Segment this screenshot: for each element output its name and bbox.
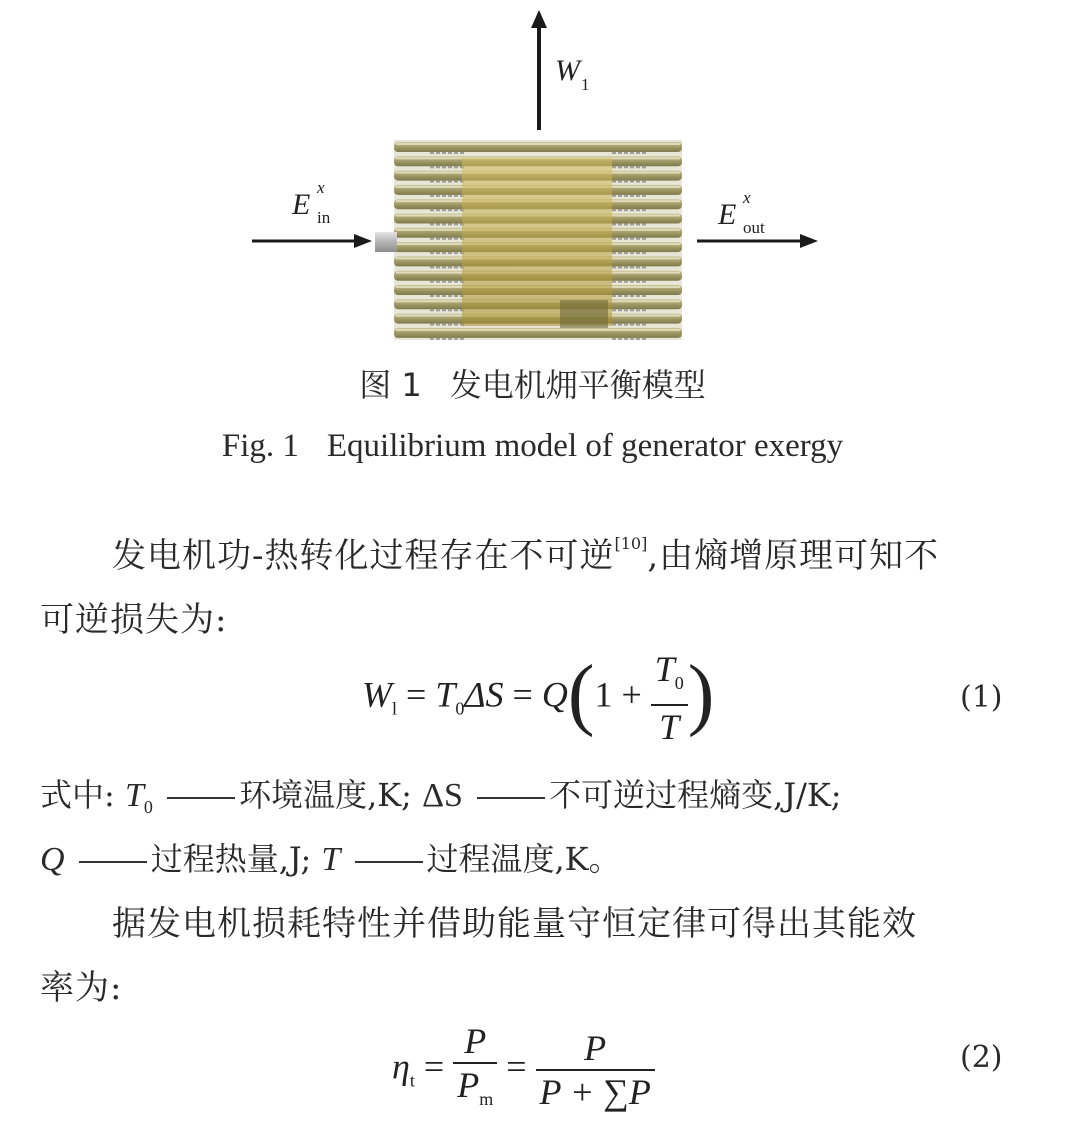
symbol-t: T (321, 841, 341, 878)
w1-subscript: 1 (581, 75, 590, 94)
eq1-frac-den: T (659, 707, 680, 747)
paragraph-1-text: 发电机功-热转化过程存在不可逆 (112, 536, 615, 576)
eq1-delta-s: ΔS (464, 674, 504, 715)
eq1-one-plus: 1 + (594, 674, 642, 715)
symbol-q: Q (40, 841, 65, 878)
paragraph-1-line-1 (112, 528, 939, 577)
exergy-in-superscript: x (317, 178, 325, 197)
w1-symbol: W (555, 54, 580, 87)
eq2-frac1-num: P (453, 1022, 497, 1064)
figure-number-en: Fig. 1 (221, 428, 299, 464)
dash (79, 861, 147, 863)
figure-caption-cn (0, 360, 1065, 406)
eq1-q: Q (541, 674, 568, 715)
eq2-lhs-sub: t (409, 1070, 415, 1091)
exergy-out-label (718, 188, 798, 246)
equation-1: $W_l = T_0\Delta S = Q(1$ + $\frac{T_0}{T}$ ) (362, 649, 715, 747)
exergy-out-subscript: out (743, 218, 765, 237)
figure-number-cn: 图 1 (359, 366, 422, 404)
eq1-t0-sub: 0 (455, 698, 465, 719)
figure-title-en: Equilibrium model of generator exergy (326, 428, 844, 464)
generator-image (375, 140, 682, 340)
symbol-t0-desc: 环境温度,K; (239, 776, 412, 814)
symbols-prefix: 式中: (40, 776, 115, 814)
eq2-fraction-1 (453, 1022, 497, 1118)
eq2-frac2-num: P (536, 1029, 655, 1071)
symbols-line-2 (40, 834, 621, 880)
eq2-frac1-den: P (457, 1065, 480, 1105)
eq2-fraction-2 (536, 1029, 655, 1111)
exergy-in-arrow (252, 234, 372, 248)
eq1-t0: T (435, 674, 456, 715)
symbol-delta-s: ΔS (422, 777, 463, 814)
paragraph-2-line-1: 据发电机损耗特性并借助能量守恒定律可得出其能效 (112, 904, 917, 944)
eq2-lhs: η (392, 1046, 410, 1087)
exergy-out-superscript: x (743, 188, 751, 207)
exergy-in-subscript: in (317, 208, 331, 227)
symbol-t-desc: 过程温度,K。 (426, 840, 621, 878)
generator-exergy-figure (0, 0, 1065, 350)
eq1-lhs-sub: l (392, 698, 398, 719)
w1-arrow (531, 10, 547, 130)
dash (167, 797, 235, 799)
eq1-fraction (651, 650, 688, 746)
eq1-lhs: W (362, 674, 392, 715)
exergy-in-symbol: E (292, 188, 311, 221)
w1-label (555, 54, 590, 94)
exergy-in-label (292, 178, 352, 236)
paragraph-1-line-2: 可逆损失为: (40, 600, 228, 640)
citation: [10] (614, 534, 648, 553)
eq1-frac-num-sub: 0 (674, 673, 684, 693)
paragraph-2-line-2: 率为: (40, 968, 123, 1008)
paragraph-1-text-tail: ,由熵增原理可知不 (647, 536, 940, 576)
eq2-frac2-den: P + ∑P (539, 1072, 651, 1112)
equation-2-number: (2) (960, 1040, 1003, 1075)
figure-caption-en (0, 428, 1065, 465)
symbol-t0: T (124, 777, 144, 814)
figure-title-cn: 发电机㶲平衡模型 (449, 366, 706, 404)
symbol-t0-sub: 0 (143, 797, 153, 817)
symbol-delta-s-desc: 不可逆过程熵变,J/K; (549, 776, 842, 814)
eq1-frac-num: T (654, 649, 675, 689)
exergy-out-symbol: E (718, 198, 737, 231)
equation-1-number: (1) (960, 680, 1003, 715)
symbol-q-desc: 过程热量,J; (150, 840, 312, 878)
eq2-frac1-den-sub: m (479, 1089, 494, 1109)
dash (477, 797, 545, 799)
symbols-line-1 (40, 770, 842, 818)
figure-diagram (0, 0, 1065, 350)
dash (355, 861, 423, 863)
equation-2: $\eta_t$ = $\frac{P}{P_m}$ = $\frac{P}{P + \sum P}$ (392, 1022, 655, 1118)
